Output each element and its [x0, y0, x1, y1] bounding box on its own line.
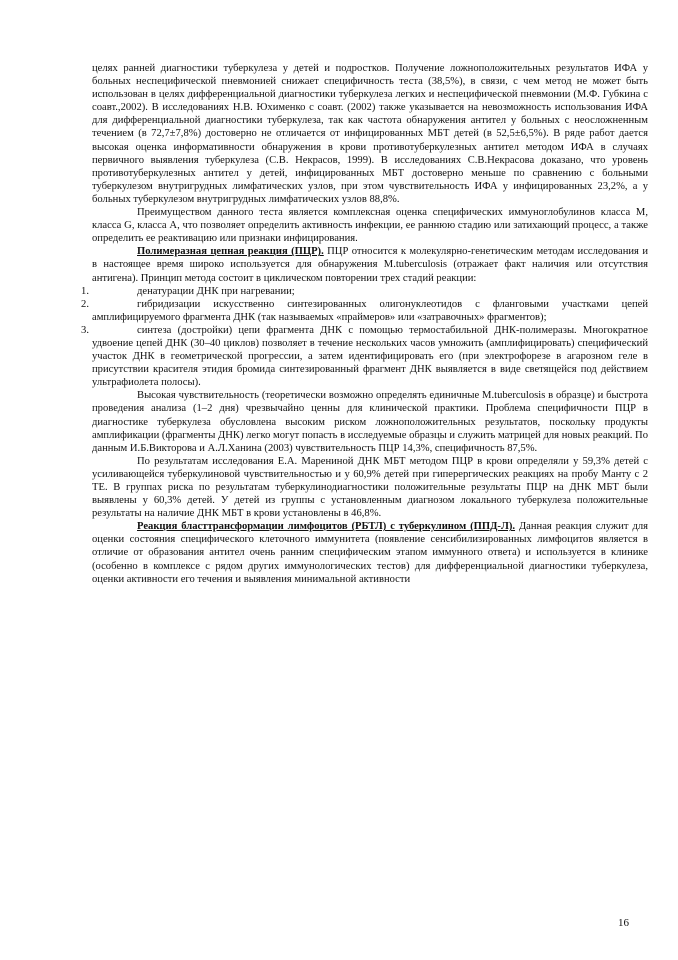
list-item-number: 2.	[81, 298, 89, 310]
rbtl-text: Данная реакция служит для оценки состояния специфического клеточного иммунитета (появление сенсибилизированных лимфоцитов является в отличие от образования антител очень ранним специфическим этапом иммунного ответа) и используется в клинике (особенно в комплексе с рядом других иммунологических тестов) для дифференциальной диагностики туберкулеза, оценки активности его течения и выявления минимальной активности	[92, 521, 648, 585]
list-item-text: денатурации ДНК при нагревании;	[137, 285, 295, 297]
paragraph-pcr-sensitivity: Высокая чувствительность (теоретически возможно определять единичные M.tuberculosis в образце) и быстрота проведения анализа (1–2 дня) чрезвычайно ценны для клинической практики. Проблема специфичности ПЦР в диагностике туберкулеза обусловлена высоким риском ложноположительных результатов, поскольку продукты амплификации (фрагменты ДНК) легко могут попасть в исследуемые образцы и служить матрицей для новых реакций. По данным И.Б.Викторова и А.Л.Ханина (2003) чувствительность ПЦР 14,3%, специфичность 87,5%.	[92, 390, 648, 454]
list-item-number: 1.	[81, 285, 89, 297]
pcr-steps-list	[81, 285, 648, 390]
paragraph-ifa-review: целях ранней диагностики туберкулеза у детей и подростков. Получение ложноположительных результатов ИФА у больных неспецифической пневмонией снижает специфичность теста (38,5%), в связи, с чем метод не может быть использован в целях дифференциальной диагностики туберкулеза легких и неспецифической пневмонии (М.Ф. Губкина с соавт.,2002). В исследованиях Н.В. Юхименко с соавт. (2002) также указывается на невозможность использования ИФА для дифференциальной диагностики туберкулеза, так как частота обнаружения антител у больных с неосложненным течением (в 72,7±7,8%) достоверно не отличается от инфицированных МБТ детей (в 52,5±6,5%). В ряде работ дается высокая оценка информативности обнаружения в крови противотуберкулезных антител методом ИФА в случаях первичного выявления туберкулеза (С.В. Некрасов, 1999). В исследованиях С.В.Некрасова доказано, что уровень противотуберкулезных антител у детей, инфицированных МБТ достоверно меньше по сравнению с больными туберкулезом внутригрудных лимфатических узлов, при этом чувствительность ИФА у инфицированных 23,2%, а у больных туберкулезом внутригрудных лимфатических узлов 88,8%.	[92, 63, 648, 205]
page-number: 16	[618, 917, 629, 929]
paragraph-pcr-intro	[92, 245, 648, 284]
list-item	[81, 324, 648, 389]
paragraph-test-advantage: Преимуществом данного теста является комплексная оценка специфических иммуноглобулинов класса М, класса G, класса А, что позволяет определить активность инфекции, ее раннюю стадию или затихающий процесс, а также определить ее реактивацию или признаки инфицирования.	[92, 207, 648, 245]
paragraph-pcr-results: По результатам исследования Е.А. Марениной ДНК МБТ методом ПЦР в крови определяли у 59,3% детей с усиливающейся туберкулиновой чувствительностью и у 60,9% детей при гиперергических реакциях на пробу Манту с 2 ТЕ. В группах риска по результатам туберкулинодиагностики положительные результаты ПЦР на ДНК МБТ были выявлены у 60,3% детей. У детей из группы с установленным диагнозом локального туберкулеза положительные результаты на наличие ДНК МБТ в крови установлены в 46,8%.	[92, 455, 648, 520]
body-text	[81, 62, 648, 586]
heading-pcr: Полимеразная цепная реакция (ПЦР).	[137, 246, 324, 258]
list-item-text: гибридизации искусственно синтезированных олигонуклеотидов с фланговыми участками цепей амплифицируемого фрагмента ДНК (так называемых «праймеров» или «затравочных» фрагментов);	[92, 298, 648, 323]
paragraph-rbtl	[92, 520, 648, 585]
list-item-number: 3.	[81, 324, 89, 336]
list-item	[81, 285, 648, 298]
list-item	[81, 298, 648, 324]
pcr-intro-text: ПЦР относится к молекулярно-генетическим методам исследования и в настоящее время широко используется для обнаружения M.tuberculosis (отражает факт наличия или отсутствия антигена). Принцип метода состоит в циклическом повторении трех стадий реакции:	[92, 246, 648, 284]
list-item-text: синтеза (достройки) цепи фрагмента ДНК с помощью термостабильной ДНК-полимеразы. Многократное удвоение цепей ДНК (30–40 циклов) позволяет в течение нескольких часов умножить (амплифицировать) специфический участок ДНК в геометрической прогрессии, а затем идентифицировать его (при электрофорезе в агарозном геле в присутствии красителя этидия бромида синтезированный фрагмент ДНК выявляется в виде светящейся под действием ультрафиолета полосы).	[92, 324, 648, 389]
heading-rbtl: Реакция бласттрансформации лимфоцитов (РБТЛ) с туберкулином (ППД-Л).	[137, 521, 516, 533]
